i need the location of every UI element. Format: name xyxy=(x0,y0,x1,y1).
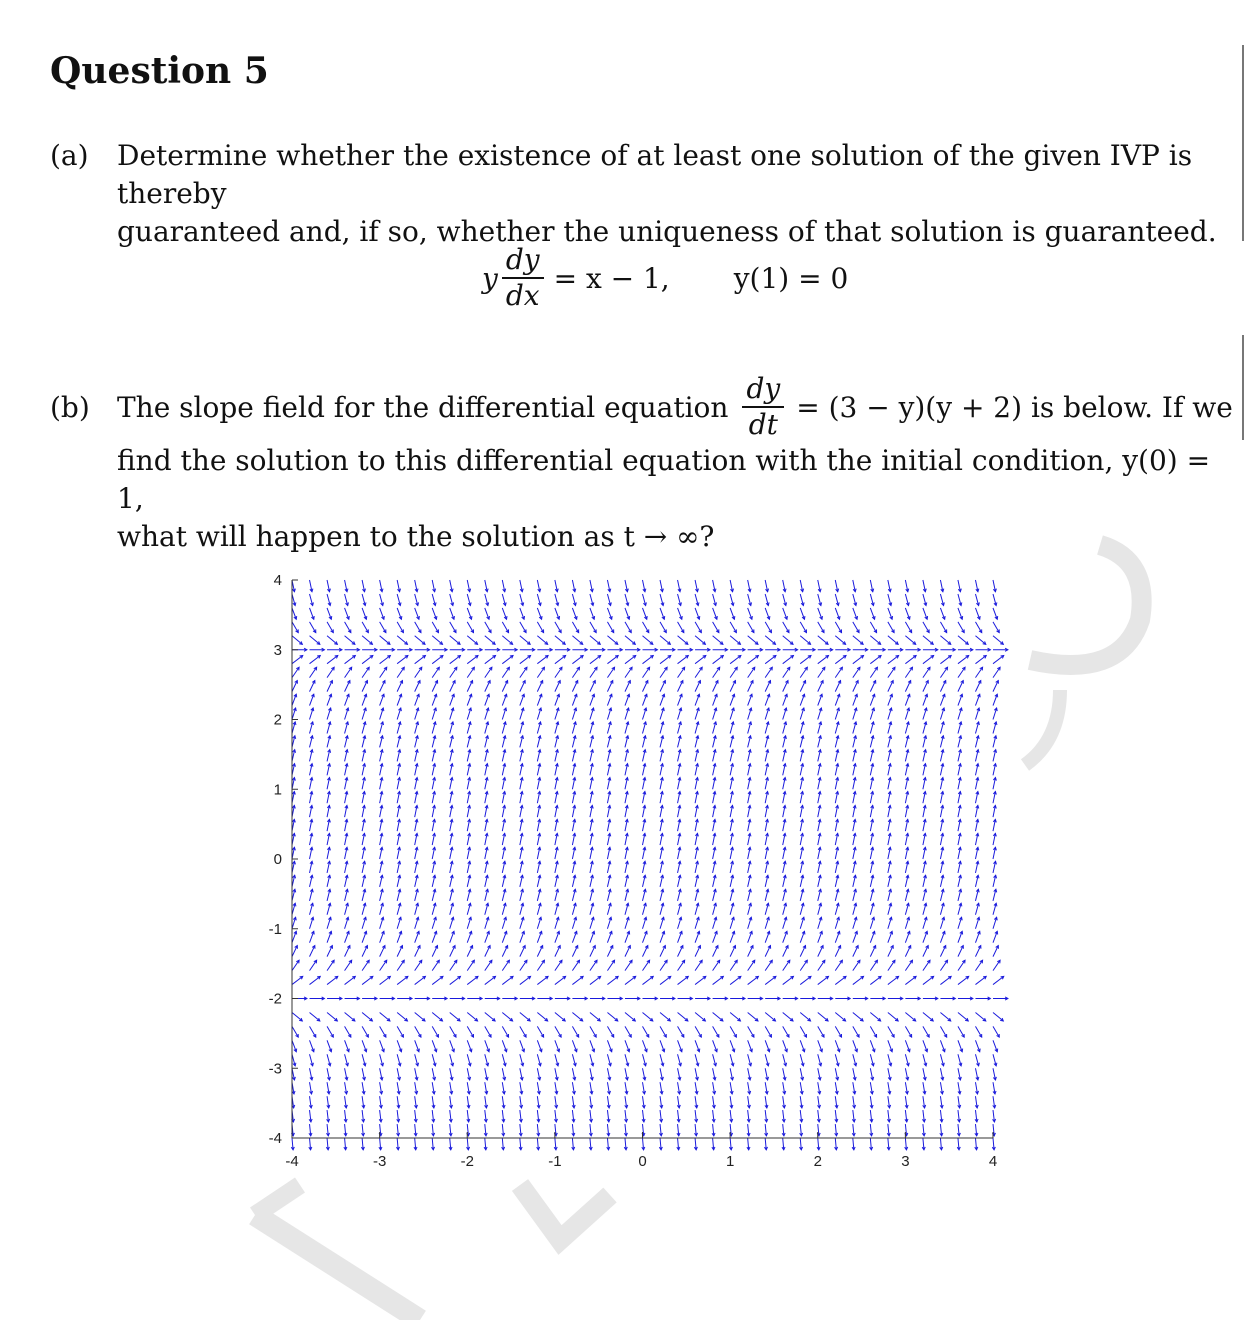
slope-arrow xyxy=(537,1138,540,1150)
part-b-label: (b) xyxy=(50,391,90,424)
slope-arrow xyxy=(782,1138,785,1150)
eq-a-fraction xyxy=(502,243,544,313)
slope-arrow xyxy=(589,1138,592,1150)
slope-arrow xyxy=(624,1138,627,1150)
eq-a-denominator: dx xyxy=(502,279,544,313)
slope-arrow xyxy=(326,1138,329,1150)
part-a-equation xyxy=(482,243,848,313)
slope-arrow xyxy=(414,1138,417,1150)
part-a-text xyxy=(117,137,1237,251)
slope-arrow xyxy=(993,1082,996,1094)
slope-arrow xyxy=(993,1026,999,1037)
slope-arrow xyxy=(449,1138,452,1150)
slope-arrow xyxy=(993,946,998,957)
slope-arrow xyxy=(993,1040,998,1051)
slope-arrow xyxy=(484,1138,487,1150)
slope-arrow-shaft xyxy=(993,1012,1003,1021)
part-b-line-3: what will happen to the solution as t → ∞? xyxy=(117,518,1237,556)
slope-arrow xyxy=(975,1138,978,1150)
eq-b-numerator: dy xyxy=(742,372,784,408)
slope-arrow xyxy=(993,976,1004,984)
slope-arrow xyxy=(361,1138,364,1150)
slope-arrow xyxy=(344,1138,347,1150)
slope-arrow-shaft xyxy=(993,960,1000,970)
eq-a-initial-condition: y(1) = 0 xyxy=(734,262,849,295)
slope-arrow xyxy=(993,917,997,929)
slope-arrow xyxy=(729,1138,732,1150)
part-b-line-1b: = (3 − y)(y + 2) is below. If we xyxy=(796,391,1233,424)
slope-arrow xyxy=(694,1138,697,1150)
slope-arrow xyxy=(642,1138,645,1150)
eq-a-numerator: dy xyxy=(502,243,544,279)
slope-arrow xyxy=(887,1138,890,1150)
slope-arrow xyxy=(870,1138,873,1150)
slope-arrow xyxy=(309,1138,312,1150)
slope-arrow xyxy=(993,1096,996,1108)
slope-arrow xyxy=(993,960,1000,970)
eq-b-denominator: dt xyxy=(745,408,782,442)
slope-arrow xyxy=(957,1138,960,1150)
part-b-line-2: find the solution to this differential equation with the initial condition, y(0) = 1, xyxy=(117,442,1237,518)
slope-arrow xyxy=(835,1138,838,1150)
slope-arrow xyxy=(467,1138,470,1150)
eq-a-y: y xyxy=(482,262,498,295)
slope-arrow xyxy=(677,1138,680,1150)
slope-arrow xyxy=(659,1138,662,1150)
slope-arrow xyxy=(554,1138,557,1150)
part-b-text xyxy=(117,442,1237,556)
slope-arrow-shaft xyxy=(993,976,1004,984)
slope-arrow xyxy=(993,1068,996,1080)
slope-arrow xyxy=(905,1138,908,1150)
slope-field-chart xyxy=(250,565,1010,1185)
slope-arrow xyxy=(817,1138,820,1150)
slope-arrow xyxy=(992,1138,995,1150)
part-a-line-2: guaranteed and, if so, whether the uniqueness of that solution is guaranteed. xyxy=(117,213,1237,251)
eq-b-fraction xyxy=(742,372,784,442)
slope-arrow xyxy=(852,1138,855,1150)
slope-arrow xyxy=(572,1138,575,1150)
slope-arrow xyxy=(291,1138,294,1150)
part-a-label: (a) xyxy=(50,139,89,172)
slope-arrow xyxy=(922,1138,925,1150)
slope-arrow xyxy=(712,1138,715,1150)
slope-arrow-shaft xyxy=(993,1026,999,1037)
slope-arrow xyxy=(993,997,1008,1000)
slope-arrow xyxy=(940,1138,943,1150)
slope-arrow xyxy=(800,1138,803,1150)
slope-arrow xyxy=(379,1138,382,1150)
slope-arrow xyxy=(431,1138,434,1150)
slope-arrow xyxy=(747,1138,750,1150)
slope-arrow xyxy=(993,1012,1003,1021)
eq-a-rhs: = x − 1, xyxy=(554,262,670,295)
slope-arrow xyxy=(993,1054,997,1066)
part-b-line-1 xyxy=(117,372,1233,442)
slope-arrow xyxy=(993,1110,996,1122)
slope-arrow xyxy=(607,1138,610,1150)
question-title: Question 5 xyxy=(50,50,269,92)
part-a-line-1: Determine whether the existence of at least one solution of the given IVP is thereby xyxy=(117,137,1237,213)
slope-arrow xyxy=(396,1138,399,1150)
slope-arrow xyxy=(502,1138,505,1150)
slope-arrow xyxy=(993,903,997,915)
slope-arrow xyxy=(519,1138,522,1150)
part-b-line-1a: The slope field for the differential equation xyxy=(117,391,728,424)
slope-arrow xyxy=(764,1138,767,1150)
slope-arrow xyxy=(993,931,998,942)
